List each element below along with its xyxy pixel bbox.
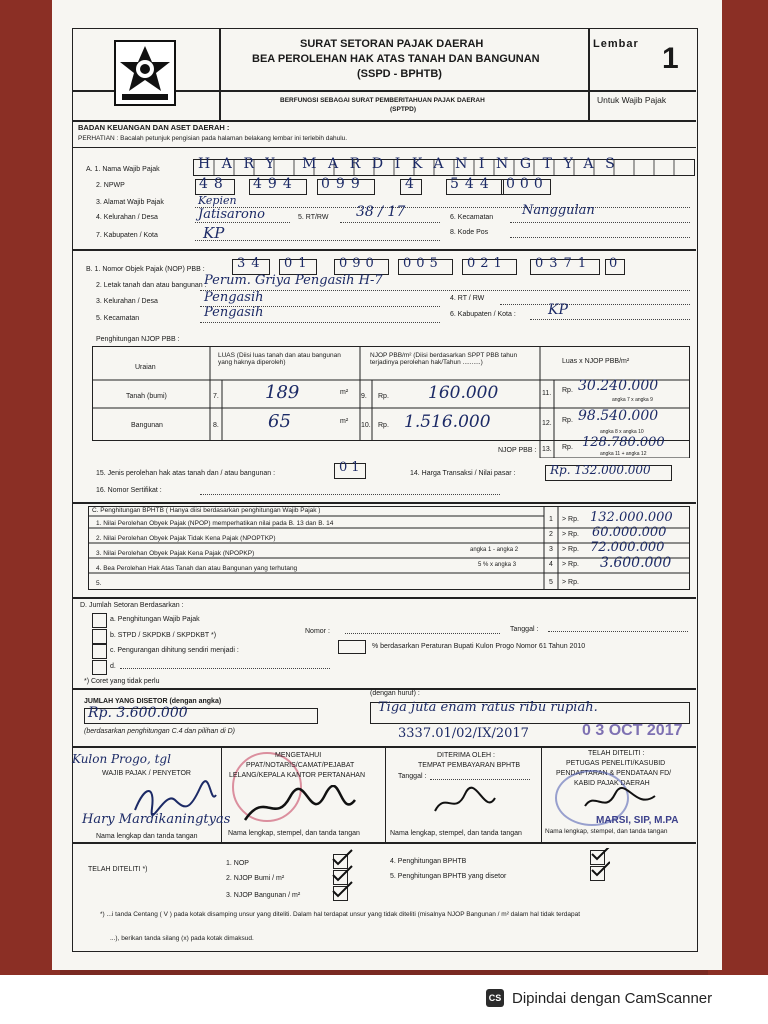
line-kode-pos — [510, 237, 690, 238]
bphtb-rp-4: > Rp. — [562, 561, 579, 568]
checkbox-stpd[interactable] — [92, 629, 107, 644]
agency-divider — [72, 147, 696, 148]
value-nop-5: 021 — [467, 256, 507, 271]
check-item-3: 3. NJOP Bangunan / m² — [226, 892, 301, 899]
value-nop-4: 005 — [403, 256, 443, 271]
lembar-recipient: Untuk Wajib Pajak — [597, 95, 667, 105]
title-line-2: BEA PEROLEHAN HAK ATAS TANAH DAN BANGUNAN — [252, 53, 540, 65]
rp-total-tanah: Rp. — [562, 387, 573, 394]
value-harga-transaksi: Rp. 132.000.000 — [550, 463, 651, 477]
num-13: 13. — [542, 446, 552, 453]
lembar-divider — [588, 28, 590, 120]
sig-bank-line3: Tanggal : — [398, 773, 427, 780]
sig-petugas-name: MARSI, SIP, M.PA — [596, 815, 679, 826]
option-a: a. Penghitungan Wajib Pajak — [110, 616, 200, 623]
line-tanggal — [548, 631, 688, 632]
row-bangunan-label: Bangunan — [131, 422, 163, 429]
bphtb-value-1: 132.000.000 — [590, 510, 673, 525]
checkbox-penghitungan-wp[interactable] — [92, 613, 107, 628]
sig-ppat-line2: PPAT/NOTARIS/CAMAT/PEJABAT — [246, 762, 355, 769]
bphtb-rp-5: > Rp. — [562, 579, 579, 586]
sig-ppat-line3: LELANG/KEPALA KANTOR PERTANAHAN — [229, 772, 366, 779]
rp-njop-tanah: Rp. — [378, 393, 389, 400]
line-nomor — [345, 633, 500, 634]
label-persen: % berdasarkan Peraturan Bupati Kulon Progo Nomor 61 Tahun 2010 — [372, 643, 586, 650]
label-njop-title: Penghitungan NJOP PBB : — [96, 336, 180, 343]
field-persen[interactable] — [338, 640, 366, 654]
line-alamat — [195, 207, 690, 208]
bphtb-value-3: 72.000.000 — [590, 540, 665, 555]
label-kelurahan: 4. Kelurahan / Desa — [96, 214, 158, 221]
value-alamat: Kepien — [198, 194, 237, 207]
sig-place: Kulon Progo, tgl — [72, 752, 171, 766]
option-d: d. — [110, 663, 116, 670]
label-kabupaten: 7. Kabupaten / Kota — [96, 232, 158, 239]
value-nop-6: 0371 — [535, 256, 593, 271]
bphtb-num-3: 3 — [549, 546, 553, 553]
label-nomor-sertifikat: 16. Nomor Sertifikat : — [96, 487, 162, 494]
line-option-d — [120, 668, 330, 669]
value-jumlah-disetor: Rp. 3.600.000 — [88, 705, 188, 721]
sig-bank-line1: DITERIMA OLEH : — [437, 752, 495, 759]
regency-logo-icon — [112, 38, 178, 108]
label-dengan-huruf: (dengan huruf) : — [370, 690, 420, 697]
sig-petugas-line2: PETUGAS PENELITI/KASUBID — [566, 760, 666, 767]
check-item-2: 2. NJOP Bumi / m² — [226, 875, 285, 882]
signature-divider — [72, 842, 696, 844]
value-nop-3: 090 — [339, 256, 379, 271]
sig-bank-caption: Nama lengkap, stempel, dan tanda tangan — [390, 830, 522, 837]
label-npwp: 2. NPWP — [96, 182, 125, 189]
line-kelurahan — [195, 222, 290, 223]
check-item-1: 1. NOP — [226, 860, 249, 867]
bphtb-value-4: 3.600.000 — [600, 555, 672, 571]
bphtb-num-5: 5 — [549, 579, 553, 586]
checkmarks-icon — [330, 848, 610, 908]
bphtb-row-4: 4. Bea Perolehan Hak Atas Tanah dan atau Bangunan yang terhutang — [96, 565, 298, 572]
bphtb-num-1: 1 — [549, 516, 553, 523]
camscanner-watermark — [486, 985, 748, 1011]
row-tanah-label: Tanah (bumi) — [126, 393, 167, 400]
num-12: 12. — [542, 420, 552, 427]
agency-name: BADAN KEUANGAN DAN ASET DAERAH : — [78, 123, 230, 132]
bphtb-value-2: 60.000.000 — [592, 525, 667, 540]
value-npwp-3: 099 — [321, 176, 366, 192]
sig-ppat-line1: MENGETAHUI — [275, 752, 322, 759]
label-kelurahan-op: 3. Kelurahan / Desa — [96, 298, 158, 305]
logo-divider — [219, 28, 221, 120]
line-kabupaten-op — [530, 319, 690, 320]
petugas-signature-icon — [580, 786, 660, 816]
rp-total-njop: Rp. — [562, 444, 573, 451]
note-angka-12: angka 8 x angka 10 — [600, 429, 644, 435]
num-8: 8. — [213, 422, 219, 429]
value-rtrw: 38 / 17 — [356, 204, 406, 220]
formula-angka-4: 5 % x angka 3 — [478, 562, 517, 568]
num-10: 10. — [361, 422, 371, 429]
value-letak: Perum. Griya Pengasih H-7 — [204, 273, 383, 288]
label-rtrw: 5. RT/RW — [298, 214, 329, 221]
value-nop-2: 01 — [284, 256, 313, 271]
unit-m2-bangunan: m² — [340, 418, 349, 425]
value-total-bangunan: 98.540.000 — [578, 408, 659, 424]
value-npwp-1: 48 — [199, 176, 229, 192]
col-uraian: Uraian — [135, 364, 156, 371]
line-rtrw — [340, 222, 440, 223]
instruction-note: PERHATIAN : Bacalah petunjuk pengisian pada halaman belakang lembar ini terlebih dahulu. — [78, 135, 348, 142]
formula-angka-3: angka 1 - angka 2 — [470, 547, 519, 553]
ppat-signature-icon — [240, 785, 360, 830]
value-total-njop: 128.780.000 — [582, 435, 665, 450]
value-nop-1: 34 — [237, 256, 266, 271]
label-njop-pbb: NJOP PBB : — [498, 447, 537, 454]
checkbox-pengurangan[interactable] — [92, 644, 107, 659]
note-jumlah: (berdasarkan penghitungan C.4 dan pilihan di D) — [84, 728, 235, 735]
bphtb-num-2: 2 — [549, 531, 553, 538]
label-jenis-perolehan: 15. Jenis perolehan hak atas tanah dan / atau bangunan : — [96, 470, 276, 477]
title-line-3: (SSPD - BPHTB) — [357, 68, 442, 80]
bphtb-rp-1: > Rp. — [562, 516, 579, 523]
label-kecamatan-op: 5. Kecamatan — [96, 315, 140, 322]
label-rtrw-op: 4. RT / RW — [450, 295, 485, 302]
date-stamp: 0 3 OCT 2017 — [582, 722, 683, 739]
label-nomor: Nomor : — [305, 628, 330, 635]
value-npwp-5: 544 — [450, 176, 495, 192]
option-b: b. STPD / SKPDKB / SKPDKBT *) — [110, 632, 217, 639]
value-njop-tanah: 160.000 — [428, 383, 499, 403]
diteliti-note-2: ...), berikan tanda silang (x) pada kotak dimaksud. — [110, 935, 254, 942]
line-kabupaten — [195, 240, 440, 241]
value-kecamatan: Nanggulan — [522, 203, 595, 218]
value-reference-number: 3337.01/02/IX/2017 — [398, 726, 529, 741]
line-kecamatan-op — [200, 322, 440, 323]
note-coret: *) Coret yang tidak perlu — [84, 678, 160, 685]
bank-signature-icon — [430, 786, 500, 821]
value-kecamatan-op: Pengasih — [204, 305, 264, 320]
sig-ppat-caption: Nama lengkap, stempel, dan tanda tangan — [228, 830, 360, 837]
value-npwp-2: 494 — [253, 176, 298, 192]
title-line-1: SURAT SETORAN PAJAK DAERAH — [300, 38, 484, 50]
subtitle-line-2: (SPTPD) — [390, 106, 416, 113]
bphtb-num-4: 4 — [549, 561, 553, 568]
note-angka-11: angka 7 x angka 9 — [612, 397, 653, 403]
col-total: Luas x NJOP PBB/m² — [562, 358, 630, 365]
sig-wp-caption: Nama lengkap dan tanda tangan — [96, 833, 198, 840]
line-rtrw-op — [500, 304, 690, 305]
unit-m2-tanah: m² — [340, 389, 349, 396]
section-a-divider — [72, 249, 696, 251]
value-nop-7: 0 — [609, 256, 618, 271]
num-11: 11. — [542, 390, 552, 397]
bphtb-rp-2: > Rp. — [562, 531, 579, 538]
lembar-number: 1 — [662, 42, 679, 75]
value-luas-bangunan: 65 — [268, 411, 291, 432]
sig-wp-name: Hary Mardikaningtyas — [82, 812, 231, 827]
sig-bank-line2: TEMPAT PEMBAYARAN BPHTB — [418, 762, 521, 769]
rp-total-bangunan: Rp. — [562, 417, 573, 424]
bphtb-rp-3: > Rp. — [562, 546, 579, 553]
sig-divider-3 — [541, 746, 542, 842]
label-kabupaten-op: 6. Kabupaten / Kota : — [450, 311, 516, 318]
label-kode-pos: 8. Kode Pos — [450, 229, 489, 236]
bphtb-row-5: 5. — [96, 580, 102, 587]
camscanner-text: Dipindai dengan CamScanner — [512, 989, 713, 1007]
check-item-4: 4. Penghitungan BPHTB — [390, 858, 467, 865]
line-kecamatan — [510, 222, 690, 223]
num-7: 7. — [213, 393, 219, 400]
num-9: 9. — [361, 393, 367, 400]
sig-petugas-caption: Nama lengkap, stempel, dan tanda tangan — [545, 828, 668, 835]
label-nama-wajib-pajak: A. 1. Nama Wajib Pajak — [86, 166, 160, 173]
option-c: c. Pengurangan dihitung sendiri menjadi : — [110, 647, 239, 654]
header-bottom-line — [72, 120, 696, 122]
sig-petugas-line1: TELAH DITELITI : — [588, 750, 645, 757]
sig-wp-title: WAJIB PAJAK / PENYETOR — [102, 770, 191, 777]
section-c-divider — [72, 597, 696, 599]
bphtb-row-1: 1. Nilai Perolehan Obyek Pajak (NPOP) memperhatikan nilai pada B. 13 dan B. 14 — [96, 520, 334, 527]
check-item-5: 5. Penghitungan BPHTB yang disetor — [390, 873, 507, 880]
label-alamat: 3. Alamat Wajib Pajak — [96, 199, 164, 206]
value-nama-wajib-pajak: HARY MARDIKANINGTYAS — [198, 156, 627, 172]
col-luas: LUAS (Diisi luas tanah dan atau bangunan yang haknya diperoleh) — [218, 352, 341, 367]
note-angka-13: angka 11 + angka 12 — [600, 451, 647, 457]
label-nop: B. 1. Nomor Objek Pajak (NOP) PBB : — [86, 266, 205, 273]
lembar-label: Lembar — [593, 38, 639, 50]
label-jumlah-disetor: JUMLAH YANG DISETOR (dengan angka) — [84, 698, 222, 705]
value-njop-bangunan: 1.516.000 — [404, 412, 491, 432]
label-kecamatan: 6. Kecamatan — [450, 214, 494, 221]
bphtb-row-2: 2. Nilai Perolehan Obyek Pajak Tidak Kena Pajak (NPOPTKP) — [96, 535, 276, 542]
col-njop: NJOP PBB/m² (Diisi berdasarkan SPPT PBB tahun terjadinya perolehan hak/Tahun ..........) — [370, 352, 518, 367]
section-b-divider — [72, 502, 696, 504]
value-jenis-perolehan: 01 — [339, 460, 364, 475]
value-dengan-huruf: Tiga juta enam ratus ribu rupiah. — [378, 700, 598, 715]
value-luas-tanah: 189 — [265, 382, 300, 403]
label-letak: 2. Letak tanah dan atau bangunan : — [96, 282, 207, 289]
value-npwp-6: 000 — [506, 176, 548, 192]
diteliti-note-1: *) ...i tanda Centang ( V ) pada kotak disamping unsur yang diteliti. Dalam hal terdapat unsur yang tidak diteliti (misalnya NJOP Bangunan / m² dalam hal tidak terdapat — [100, 911, 581, 918]
bphtb-row-3: 3. Nilai Perolehan Obyek Pajak Kena Pajak (NPOPKP) — [96, 550, 255, 557]
sig-divider-1 — [221, 746, 222, 842]
section-d-title: D. Jumlah Setoran Berdasarkan : — [80, 602, 184, 609]
section-c-title: C. Penghitungan BPHTB ( Hanya diisi berdasarkan penghitungan Wajib Pajak ) — [92, 507, 321, 514]
background-left — [0, 0, 60, 975]
subtitle-line-1: BERFUNGSI SEBAGAI SURAT PEMBERITAHUAN PAJAK DAERAH — [280, 97, 485, 104]
line-letak — [200, 290, 690, 291]
sig-divider-2 — [385, 746, 386, 842]
label-tanggal: Tanggal : — [510, 626, 539, 633]
checkbox-d[interactable] — [92, 660, 107, 675]
sig-petugas-line3: PENDAFTARAN & PENDATAAN FD/ — [556, 770, 672, 777]
camscanner-logo-icon: CS — [486, 989, 504, 1007]
value-npwp-4: 4 — [405, 176, 414, 192]
line-bank-tanggal — [430, 779, 530, 780]
rp-njop-bangunan: Rp. — [378, 422, 389, 429]
sig-petugas-line4: KABID PAJAK DAERAH — [574, 780, 650, 787]
label-harga-transaksi: 14. Harga Transaksi / Nilai pasar : — [410, 470, 516, 477]
jumlah-divider — [72, 746, 696, 748]
label-telah-diteliti: TELAH DITELITI *) — [88, 866, 148, 873]
value-kabupaten-op: KP — [548, 302, 568, 318]
value-kabupaten: KP — [203, 224, 225, 242]
value-total-tanah: 30.240.000 — [578, 378, 659, 394]
line-nomor-sertifikat — [200, 494, 500, 495]
value-kelurahan: Jatisarono — [198, 207, 266, 222]
value-kelurahan-op: Pengasih — [204, 290, 264, 305]
